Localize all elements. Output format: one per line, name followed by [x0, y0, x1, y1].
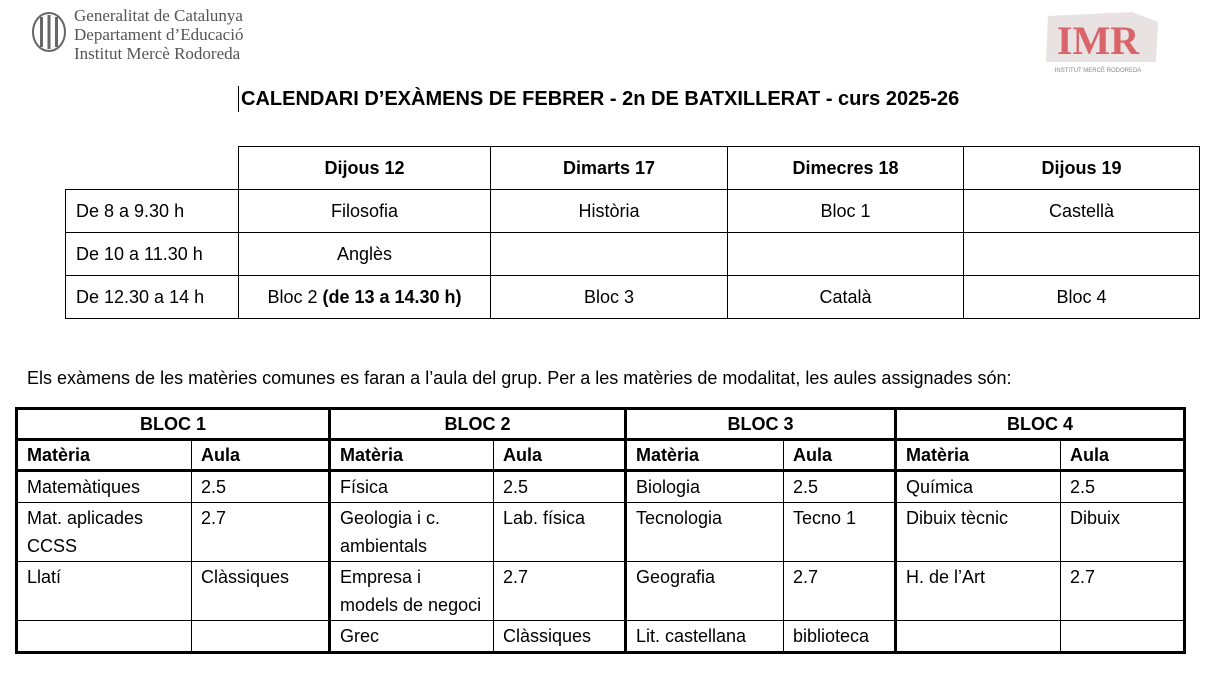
classroom-table	[15, 407, 1186, 654]
aula-header: Aula	[192, 440, 330, 471]
exam-cell: Bloc 1	[728, 190, 964, 233]
subject-cell: Geologia i c. ambientals	[330, 503, 494, 562]
room-cell: biblioteca	[784, 621, 896, 653]
bloc-header: BLOC 1	[17, 409, 330, 440]
bloc-header: BLOC 2	[330, 409, 626, 440]
table-row	[17, 503, 1185, 562]
table-row	[17, 562, 1185, 621]
exam-cell: Bloc 3	[491, 276, 728, 319]
exam-cell: Anglès	[239, 233, 491, 276]
svg-text:IMR: IMR	[1056, 18, 1140, 63]
room-cell: 2.5	[494, 471, 626, 503]
subject-cell	[896, 621, 1061, 653]
exam-cell: Bloc 4	[964, 276, 1200, 319]
schedule-header-row	[66, 147, 1200, 190]
aula-header: Aula	[1061, 440, 1185, 471]
subject-cell: Matemàtiques	[17, 471, 192, 503]
time-slot: De 10 a 11.30 h	[66, 233, 239, 276]
aula-header: Aula	[494, 440, 626, 471]
aula-header: Aula	[784, 440, 896, 471]
room-cell: 2.7	[784, 562, 896, 621]
room-cell: 2.5	[192, 471, 330, 503]
materia-header: Matèria	[896, 440, 1061, 471]
subject-cell	[17, 621, 192, 653]
schedule-corner	[66, 147, 239, 190]
subject-cell: Física	[330, 471, 494, 503]
government-logo	[32, 6, 243, 63]
materia-header: Matèria	[330, 440, 494, 471]
page-title: CALENDARI D’EXÀMENS DE FEBRER - 2n DE BATXILLERAT - curs 2025-26	[238, 86, 1041, 112]
subject-cell: Lit. castellana	[626, 621, 784, 653]
exam-time-note: (de 13 a 14.30 h)	[322, 286, 462, 307]
subject-cell: Biologia	[626, 471, 784, 503]
table-row	[17, 621, 1185, 653]
exam-cell	[491, 233, 728, 276]
school-logo	[1040, 10, 1162, 74]
exam-cell: Filosofia	[239, 190, 491, 233]
column-header-row	[17, 440, 1185, 471]
room-cell: 2.7	[192, 503, 330, 562]
bloc-header: BLOC 3	[626, 409, 896, 440]
room-cell: Dibuix	[1061, 503, 1185, 562]
org-line: Departament d’Educació	[74, 25, 244, 44]
schedule-row	[66, 190, 1200, 233]
room-cell: Clàssiques	[494, 621, 626, 653]
room-cell: 2.7	[1061, 562, 1185, 621]
exam-cell	[728, 233, 964, 276]
room-cell: 2.5	[784, 471, 896, 503]
exam-cell: Castellà	[964, 190, 1200, 233]
materia-header: Matèria	[626, 440, 784, 471]
subject-cell: Grec	[330, 621, 494, 653]
table-row	[17, 471, 1185, 503]
org-line: Institut Mercè Rodoreda	[74, 44, 241, 63]
materia-header: Matèria	[17, 440, 192, 471]
bloc-header: BLOC 4	[896, 409, 1185, 440]
room-cell: Lab. física	[494, 503, 626, 562]
subject-cell: Química	[896, 471, 1061, 503]
exam-cell: Història	[491, 190, 728, 233]
day-header: Dimarts 17	[491, 147, 728, 190]
day-header: Dimecres 18	[728, 147, 964, 190]
svg-text:INSTITUT MERCÈ RODOREDA: INSTITUT MERCÈ RODOREDA	[1054, 68, 1142, 74]
exam-cell	[964, 233, 1200, 276]
subject-cell: Tecnologia	[626, 503, 784, 562]
day-header: Dijous 19	[964, 147, 1200, 190]
org-line: Generalitat de Catalunya	[74, 6, 243, 25]
time-slot: De 12.30 a 14 h	[66, 276, 239, 319]
exam-schedule-table	[65, 146, 1200, 319]
government-name	[74, 6, 243, 63]
room-cell	[1061, 621, 1185, 653]
subject-cell: H. de l’Art	[896, 562, 1061, 621]
day-header: Dijous 12	[239, 147, 491, 190]
bloc-header-row	[17, 409, 1185, 440]
exam-cell: Català	[728, 276, 964, 319]
subject-cell: Llatí	[17, 562, 192, 621]
exam-cell	[239, 276, 491, 319]
subject-cell: Geografia	[626, 562, 784, 621]
room-cell: Clàssiques	[192, 562, 330, 621]
time-slot: De 8 a 9.30 h	[66, 190, 239, 233]
exam-name: Bloc 2	[267, 286, 323, 307]
schedule-row	[66, 276, 1200, 319]
room-cell	[192, 621, 330, 653]
room-cell: 2.5	[1061, 471, 1185, 503]
subject-cell: Mat. aplicades CCSS	[17, 503, 192, 562]
room-cell: 2.7	[494, 562, 626, 621]
subject-cell: Empresa i models de negoci	[330, 562, 494, 621]
schedule-row	[66, 233, 1200, 276]
catalonia-emblem-icon	[32, 12, 66, 56]
room-cell: Tecno 1	[784, 503, 896, 562]
subject-cell: Dibuix tècnic	[896, 503, 1061, 562]
classroom-note: Els exàmens de les matèries comunes es faran a l’aula del grup. Per a les matèries de modalitat, les aules assignades són:	[27, 368, 1012, 388]
